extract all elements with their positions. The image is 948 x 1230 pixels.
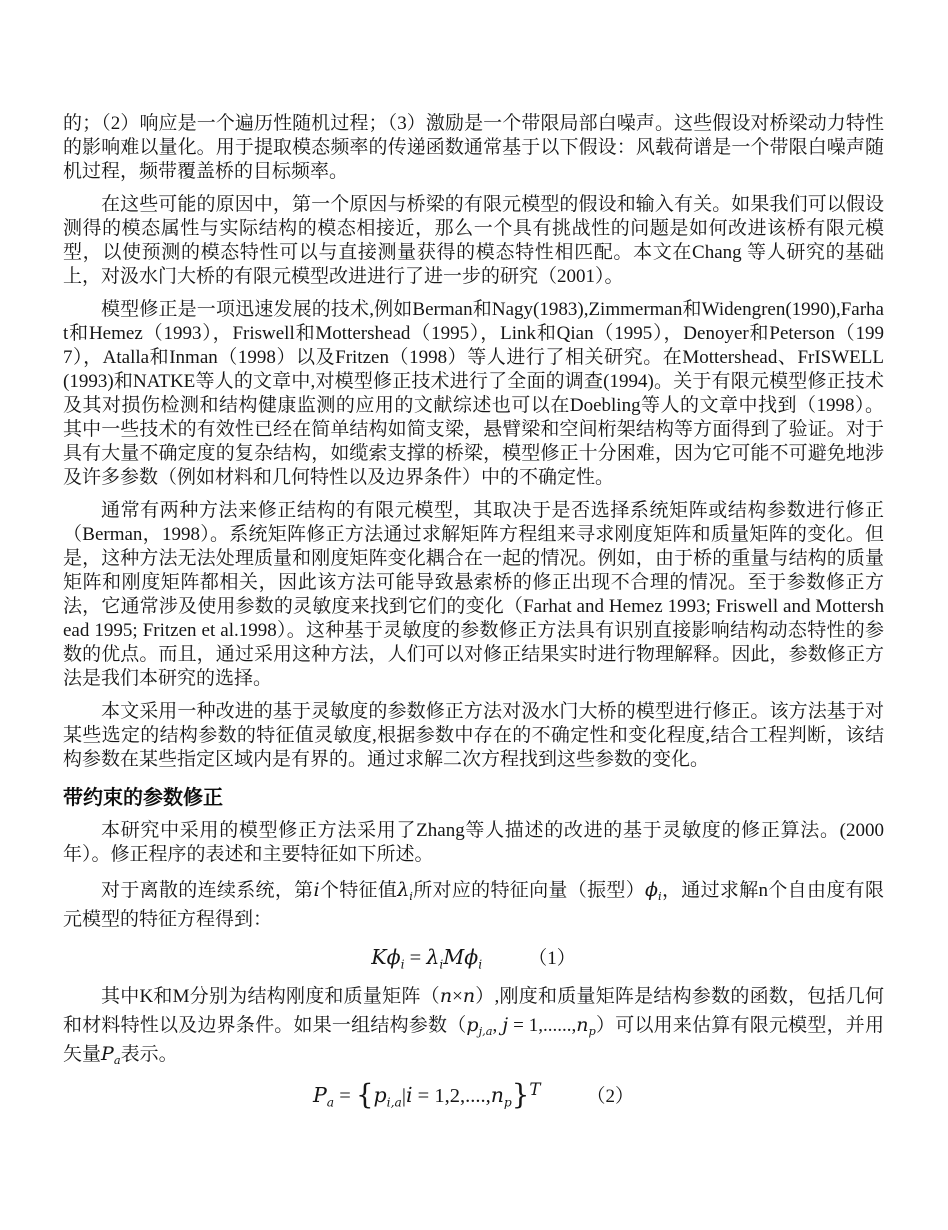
math-variable: $\phi_i$ xyxy=(464,945,483,972)
paragraph xyxy=(63,982,884,1069)
equation-number: （2） xyxy=(586,1085,634,1107)
math-brace: { xyxy=(355,1078,374,1111)
math-subscript: a xyxy=(113,1052,121,1067)
text-run: 所对应的特征向量（振型） xyxy=(412,880,646,901)
text-run: 本文采用一种改进的基于灵敏度的参数修正方法对汲水门大桥的模型进行修正。该方法基于对某些选定的结构参数的特征值灵敏度,根据参数中存在的不确定性和变化程度,结合工程判断，该结构参数在某些指定区域内是有界的。通过求解二次方程找到这些参数的变化。 xyxy=(63,701,884,770)
paragraph xyxy=(63,876,884,934)
math-brace: }$^T$ xyxy=(511,1078,541,1111)
paragraph xyxy=(63,112,884,184)
math-variable: $P_a$ xyxy=(101,1043,121,1067)
text-run: 其中K和M分别为结构刚度和质量矩阵（ xyxy=(101,986,440,1007)
equation-number: （1） xyxy=(528,948,576,969)
text-run: = xyxy=(404,947,427,969)
math-subscript: a xyxy=(326,1095,335,1110)
equation xyxy=(63,943,884,970)
document-body xyxy=(63,112,884,1111)
section-heading: 带约束的参数修正 xyxy=(63,787,223,809)
math-subscript: i xyxy=(439,957,444,972)
math-variable: M xyxy=(443,945,465,969)
math-subscript: i xyxy=(409,888,413,903)
text-run: 本研究中采用的模型修正方法采用了Zhang等人描述的改进的基于灵敏度的修正算法。(2000年）。修正程序的表述和主要特征如下所述。 xyxy=(63,820,884,865)
text-run: 在这些可能的原因中，第一个原因与桥梁的有限元模型的假设和输入有关。如果我们可以假设测得的模态属性与实际结构的模态相接近，那么一个具有挑战性的问题是如何改进该桥有限元模型，以使预测的模态特性可以与直接测量获得的模态特性相匹配。本文在Chang 等人研究的基础上，对汲水门大桥的有限元模型改进进行了进一步的研究（2001）。 xyxy=(63,194,884,287)
math-variable: i xyxy=(313,879,320,901)
paragraph xyxy=(63,298,884,490)
text-run: 对于离散的连续系统，第 xyxy=(101,880,314,901)
paragraph xyxy=(63,193,884,289)
math-variable: $\lambda_i$ xyxy=(426,945,444,972)
math-variable: $\phi_i$ xyxy=(645,879,662,903)
text-run: 的；（2）响应是一个遍历性随机过程；（3）激励是一个带限局部白噪声。这些假设对桥梁动力特性的影响难以量化。用于提取模态频率的传递函数通常基于以下假设：风载荷谱是一个带限白噪声随机过程，频带覆盖桥的目标频率。 xyxy=(63,113,884,182)
math-subscript: j,a xyxy=(478,1023,493,1038)
text-run: = 1,......, xyxy=(508,1015,577,1036)
paragraph xyxy=(63,499,884,691)
math-variable: K xyxy=(371,945,387,969)
math-variable: $\lambda_i$ xyxy=(397,879,413,903)
equation-formula xyxy=(371,945,482,970)
math-variable: n xyxy=(439,985,453,1007)
math-subscript: i,a xyxy=(386,1095,402,1110)
text-run: 模型修正是一项迅速发展的技术,例如Berman和Nagy(1983),Zimmerman和Widengren(1990),Farhat和Hemez（1993），Friswell和Mottershead（1995），Link和Qian（1995），Denoyer和Peterson（1997），Atalla和Inman（1998）以及Fritzen（1998）等人进行了相关研究。在Mottershead、FrISWELL(1993)和NATKE等人的文章中,对模型修正技术进行了全面的调查(1994)。关于有限元模型修正技术及其对损伤检测和结构健康监测的应用的文献综述也可以在Doebling等人的文章中找到（1998）。其中一些技术的有效性已经在简单结构如简支梁，悬臂梁和空间桁架结构等方面得到了验证。对于具有大量不确定度的复杂结构，如缆索支撑的桥梁，模型修正十分困难，因为它可能不可避免地涉及许多参数（例如材料和几何特性以及边界条件）中的不确定性。 xyxy=(63,299,884,488)
equation xyxy=(63,1078,884,1111)
math-variable: $p_{i,a}$ xyxy=(373,1082,402,1110)
text-run: ）可以用来估算有限元模型，并用矢量 xyxy=(63,1015,884,1065)
text-run: = xyxy=(334,1084,356,1107)
math-variable: i xyxy=(405,1082,413,1107)
text-run: ，通过求解n个自由度有限元模型的特征方程得到： xyxy=(63,880,884,930)
math-variable: j xyxy=(502,1014,509,1036)
math-variable: $p_{j,a}$ xyxy=(466,1014,493,1038)
math-subscript: i xyxy=(657,888,662,903)
paragraph xyxy=(63,819,884,867)
text-run: 个特征值 xyxy=(319,880,398,901)
math-subscript: i xyxy=(400,957,405,972)
math-subscript: i xyxy=(478,957,483,972)
equation-formula xyxy=(313,1078,541,1111)
text-run: ）,刚度和质量矩阵是结构参数的函数，包括几何和材料特性以及边界条件。如果一组结构参数（ xyxy=(63,986,884,1036)
math-variable: $n_p$ xyxy=(490,1082,512,1110)
text-run: = 1,2,...., xyxy=(412,1084,491,1107)
paragraph xyxy=(63,700,884,772)
math-variable: $\phi_i$ xyxy=(386,945,405,972)
math-superscript: T xyxy=(529,1079,541,1099)
text-run: 通常有两种方法来修正结构的有限元模型，其取决于是否选择系统矩阵或结构参数进行修正（Berman，1998）。系统矩阵修正方法通过求解矩阵方程组来寻求刚度矩阵和质量矩阵的变化。但是，这种方法无法处理质量和刚度矩阵变化耦合在一起的情况。例如，由于桥的重量与结构的质量矩阵和刚度矩阵都相关，因此该方法可能导致悬索桥的修正出现不合理的情况。至于参数修正方法，它通常涉及使用参数的灵敏度来找到它们的变化（Farhat and Hemez 1993; Friswell and Mottershead 1995; Fritzen et al.1998）。这种基于灵敏度的参数修正方法具有识别直接影响结构动态特性的参数的优点。而且，通过采用这种方法，人们可以对修正结果实时进行物理解释。因此，参数修正方法是我们本研究的选择。 xyxy=(63,500,884,689)
math-subscript: p xyxy=(588,1023,596,1038)
text-run: 表示。 xyxy=(120,1044,178,1065)
math-variable: $n_p$ xyxy=(576,1014,596,1038)
math-variable: $P_a$ xyxy=(312,1082,335,1110)
math-variable: n xyxy=(462,985,476,1007)
math-subscript: p xyxy=(503,1095,512,1110)
text-run: , xyxy=(492,1015,503,1036)
text-run: | xyxy=(401,1084,406,1107)
text-run: × xyxy=(452,986,463,1007)
